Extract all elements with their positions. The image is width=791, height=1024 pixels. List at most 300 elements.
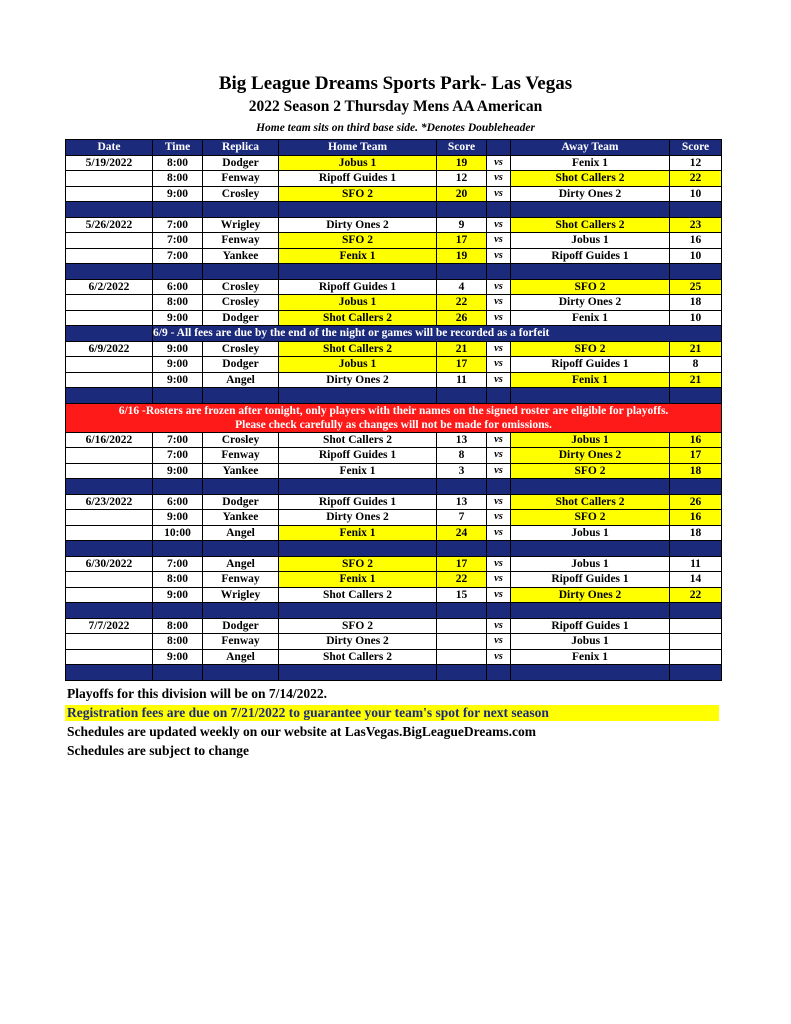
away-team: Ripoff Guides 1 — [511, 357, 670, 373]
col-header-home-score: Score — [437, 140, 487, 156]
vs-label: vs — [487, 556, 511, 572]
separator-cell — [511, 388, 670, 404]
website-note: Schedules are updated weekly on our website at LasVegas.BigLeagueDreams.com — [67, 724, 537, 739]
home-score: 13 — [437, 432, 487, 448]
vs-label: vs — [487, 279, 511, 295]
away-team: Fenix 1 — [511, 155, 670, 171]
notice-spacer — [66, 326, 153, 342]
home-team: Fenix 1 — [279, 525, 437, 541]
separator-cell — [670, 665, 722, 681]
home-team: SFO 2 — [279, 618, 437, 634]
away-score: 26 — [670, 494, 722, 510]
game-row — [66, 510, 722, 526]
away-score: 10 — [670, 248, 722, 264]
game-date — [66, 634, 153, 650]
separator-cell — [437, 541, 487, 557]
game-row — [66, 556, 722, 572]
away-score: 18 — [670, 525, 722, 541]
home-team: Shot Callers 2 — [279, 432, 437, 448]
home-score: 17 — [437, 233, 487, 249]
field-replica: Dodger — [203, 494, 279, 510]
game-time: 10:00 — [153, 525, 203, 541]
separator-cell — [511, 541, 670, 557]
home-score: 11 — [437, 372, 487, 388]
game-row — [66, 295, 722, 311]
separator-cell — [511, 264, 670, 280]
separator-cell — [437, 264, 487, 280]
home-score: 17 — [437, 357, 487, 373]
field-replica: Angel — [203, 556, 279, 572]
away-score — [670, 618, 722, 634]
separator-cell — [66, 603, 153, 619]
away-score — [670, 634, 722, 650]
home-score: 20 — [437, 186, 487, 202]
separator-cell — [279, 479, 437, 495]
separator-cell — [670, 603, 722, 619]
game-row — [66, 494, 722, 510]
home-score — [437, 618, 487, 634]
field-replica: Yankee — [203, 248, 279, 264]
field-replica: Angel — [203, 372, 279, 388]
away-team: Ripoff Guides 1 — [511, 572, 670, 588]
away-team: Dirty Ones 2 — [511, 587, 670, 603]
home-team: Jobus 1 — [279, 357, 437, 373]
separator-row — [66, 603, 722, 619]
page-title: Big League Dreams Sports Park- Las Vegas — [218, 73, 573, 94]
home-score: 13 — [437, 494, 487, 510]
away-team: Jobus 1 — [511, 525, 670, 541]
col-header-date: Date — [66, 140, 153, 156]
separator-cell — [153, 603, 203, 619]
away-team: Jobus 1 — [511, 233, 670, 249]
away-team: Fenix 1 — [511, 649, 670, 665]
game-row — [66, 171, 722, 187]
field-replica: Yankee — [203, 510, 279, 526]
away-team: SFO 2 — [511, 510, 670, 526]
away-score: 25 — [670, 279, 722, 295]
vs-label: vs — [487, 494, 511, 510]
game-date — [66, 295, 153, 311]
away-score: 21 — [670, 372, 722, 388]
away-score: 8 — [670, 357, 722, 373]
separator-cell — [66, 388, 153, 404]
roster-alert-row — [66, 403, 722, 432]
separator-cell — [153, 264, 203, 280]
vs-label: vs — [487, 618, 511, 634]
home-score: 21 — [437, 341, 487, 357]
separator-cell — [279, 388, 437, 404]
away-team: Shot Callers 2 — [511, 494, 670, 510]
home-team: SFO 2 — [279, 556, 437, 572]
schedule-table — [65, 139, 722, 681]
home-team: Ripoff Guides 1 — [279, 494, 437, 510]
home-team: SFO 2 — [279, 186, 437, 202]
field-replica: Crosley — [203, 432, 279, 448]
away-score: 11 — [670, 556, 722, 572]
vs-label: vs — [487, 310, 511, 326]
separator-cell — [153, 479, 203, 495]
game-date — [66, 357, 153, 373]
field-replica: Angel — [203, 649, 279, 665]
game-date — [66, 463, 153, 479]
game-date — [66, 233, 153, 249]
game-date: 6/16/2022 — [66, 432, 153, 448]
game-time: 7:00 — [153, 217, 203, 233]
field-replica: Fenway — [203, 171, 279, 187]
separator-cell — [153, 202, 203, 218]
game-time: 9:00 — [153, 357, 203, 373]
away-score: 22 — [670, 171, 722, 187]
home-team: Fenix 1 — [279, 463, 437, 479]
field-replica: Dodger — [203, 310, 279, 326]
col-header-replica: Replica — [203, 140, 279, 156]
away-score: 18 — [670, 463, 722, 479]
game-time: 9:00 — [153, 372, 203, 388]
separator-row — [66, 264, 722, 280]
home-team: Shot Callers 2 — [279, 310, 437, 326]
away-score: 10 — [670, 310, 722, 326]
separator-cell — [511, 603, 670, 619]
away-team: Fenix 1 — [511, 310, 670, 326]
separator-cell — [487, 665, 511, 681]
separator-cell — [437, 665, 487, 681]
separator-cell — [153, 541, 203, 557]
away-team: SFO 2 — [511, 279, 670, 295]
game-date: 5/26/2022 — [66, 217, 153, 233]
separator-cell — [487, 388, 511, 404]
vs-label: vs — [487, 217, 511, 233]
game-date: 6/30/2022 — [66, 556, 153, 572]
separator-cell — [487, 541, 511, 557]
fees-notice: 6/9 - All fees are due by the end of the night or games will be recorded as a forfeit — [153, 326, 722, 342]
game-time: 9:00 — [153, 186, 203, 202]
separator-cell — [66, 541, 153, 557]
away-score: 16 — [670, 432, 722, 448]
away-team: Jobus 1 — [511, 556, 670, 572]
away-team: Fenix 1 — [511, 372, 670, 388]
away-score: 22 — [670, 587, 722, 603]
game-time: 8:00 — [153, 572, 203, 588]
separator-cell — [437, 603, 487, 619]
game-date — [66, 171, 153, 187]
game-row — [66, 217, 722, 233]
away-score: 23 — [670, 217, 722, 233]
vs-label: vs — [487, 155, 511, 171]
away-team: Ripoff Guides 1 — [511, 618, 670, 634]
field-replica: Yankee — [203, 463, 279, 479]
table-header-row — [66, 140, 722, 156]
home-score: 22 — [437, 295, 487, 311]
separator-cell — [279, 541, 437, 557]
vs-label: vs — [487, 525, 511, 541]
game-row — [66, 448, 722, 464]
separator-cell — [670, 541, 722, 557]
roster-alert-line2: Please check carefully as changes will not be made for omissions. — [235, 418, 552, 431]
away-team: Shot Callers 2 — [511, 171, 670, 187]
vs-label: vs — [487, 448, 511, 464]
game-time: 7:00 — [153, 448, 203, 464]
field-replica: Fenway — [203, 572, 279, 588]
game-time: 9:00 — [153, 310, 203, 326]
away-score: 16 — [670, 233, 722, 249]
vs-label: vs — [487, 233, 511, 249]
game-time: 8:00 — [153, 295, 203, 311]
registration-note: Registration fees are due on 7/21/2022 to guarantee your team's spot for next season — [65, 705, 719, 721]
home-team: SFO 2 — [279, 233, 437, 249]
game-time: 8:00 — [153, 155, 203, 171]
away-score: 18 — [670, 295, 722, 311]
game-time: 9:00 — [153, 649, 203, 665]
game-row — [66, 155, 722, 171]
separator-cell — [279, 202, 437, 218]
roster-alert-line1: 6/16 -Rosters are frozen after tonight, only players with their names on the signed roster are eligible for playoffs. — [118, 404, 669, 417]
away-score: 16 — [670, 510, 722, 526]
separator-cell — [511, 665, 670, 681]
field-replica: Crosley — [203, 279, 279, 295]
home-score — [437, 649, 487, 665]
field-replica: Dodger — [203, 357, 279, 373]
game-row — [66, 357, 722, 373]
field-replica: Fenway — [203, 634, 279, 650]
home-team: Fenix 1 — [279, 572, 437, 588]
home-score: 4 — [437, 279, 487, 295]
game-row — [66, 279, 722, 295]
separator-cell — [670, 202, 722, 218]
game-row — [66, 310, 722, 326]
separator-cell — [511, 202, 670, 218]
away-score: 14 — [670, 572, 722, 588]
field-replica: Crosley — [203, 186, 279, 202]
separator-cell — [487, 479, 511, 495]
home-score: 8 — [437, 448, 487, 464]
col-header-time: Time — [153, 140, 203, 156]
home-score: 12 — [437, 171, 487, 187]
home-team: Shot Callers 2 — [279, 341, 437, 357]
separator-cell — [670, 479, 722, 495]
away-score: 10 — [670, 186, 722, 202]
roster-alert — [66, 403, 722, 432]
home-score: 19 — [437, 155, 487, 171]
field-replica: Dodger — [203, 618, 279, 634]
separator-cell — [153, 388, 203, 404]
separator-cell — [511, 479, 670, 495]
game-date — [66, 186, 153, 202]
separator-cell — [279, 603, 437, 619]
field-replica: Crosley — [203, 341, 279, 357]
game-time: 6:00 — [153, 494, 203, 510]
field-replica: Crosley — [203, 295, 279, 311]
game-time: 8:00 — [153, 618, 203, 634]
home-score: 19 — [437, 248, 487, 264]
game-row — [66, 618, 722, 634]
home-team: Dirty Ones 2 — [279, 634, 437, 650]
vs-label: vs — [487, 463, 511, 479]
separator-cell — [203, 665, 279, 681]
separator-cell — [66, 479, 153, 495]
game-time: 8:00 — [153, 171, 203, 187]
schedule-note: Home team sits on third base side. *Denotes Doubleheader — [256, 122, 535, 134]
home-team: Fenix 1 — [279, 248, 437, 264]
col-header-away-team: Away Team — [511, 140, 670, 156]
home-score: 17 — [437, 556, 487, 572]
vs-label: vs — [487, 572, 511, 588]
game-date: 6/23/2022 — [66, 494, 153, 510]
home-team: Ripoff Guides 1 — [279, 171, 437, 187]
separator-cell — [203, 541, 279, 557]
separator-cell — [487, 264, 511, 280]
separator-cell — [203, 388, 279, 404]
game-row — [66, 341, 722, 357]
separator-cell — [66, 665, 153, 681]
game-date: 5/19/2022 — [66, 155, 153, 171]
vs-label: vs — [487, 432, 511, 448]
game-row — [66, 233, 722, 249]
home-score: 15 — [437, 587, 487, 603]
away-team: Dirty Ones 2 — [511, 186, 670, 202]
game-row — [66, 372, 722, 388]
game-date — [66, 525, 153, 541]
game-date — [66, 448, 153, 464]
vs-label: vs — [487, 372, 511, 388]
home-team: Jobus 1 — [279, 295, 437, 311]
playoffs-note: Playoffs for this division will be on 7/14/2022. — [67, 686, 328, 701]
away-team: Ripoff Guides 1 — [511, 248, 670, 264]
home-team: Dirty Ones 2 — [279, 372, 437, 388]
change-note: Schedules are subject to change — [67, 743, 249, 758]
vs-label: vs — [487, 649, 511, 665]
separator-row — [66, 388, 722, 404]
game-time: 9:00 — [153, 510, 203, 526]
game-time: 9:00 — [153, 341, 203, 357]
game-date — [66, 572, 153, 588]
vs-label: vs — [487, 634, 511, 650]
game-row — [66, 525, 722, 541]
separator-cell — [437, 202, 487, 218]
game-time: 7:00 — [153, 432, 203, 448]
game-row — [66, 649, 722, 665]
home-team: Shot Callers 2 — [279, 587, 437, 603]
game-date: 6/2/2022 — [66, 279, 153, 295]
game-date: 6/9/2022 — [66, 341, 153, 357]
home-score: 26 — [437, 310, 487, 326]
away-score: 21 — [670, 341, 722, 357]
col-header-vs — [487, 140, 511, 156]
vs-label: vs — [487, 587, 511, 603]
vs-label: vs — [487, 295, 511, 311]
vs-label: vs — [487, 248, 511, 264]
separator-cell — [670, 264, 722, 280]
home-score: 7 — [437, 510, 487, 526]
col-header-home-team: Home Team — [279, 140, 437, 156]
vs-label: vs — [487, 510, 511, 526]
field-replica: Fenway — [203, 448, 279, 464]
separator-cell — [66, 202, 153, 218]
away-team: Shot Callers 2 — [511, 217, 670, 233]
game-date: 7/7/2022 — [66, 618, 153, 634]
separator-cell — [487, 202, 511, 218]
game-time: 6:00 — [153, 279, 203, 295]
field-replica: Dodger — [203, 155, 279, 171]
vs-label: vs — [487, 171, 511, 187]
away-team: SFO 2 — [511, 463, 670, 479]
game-row — [66, 463, 722, 479]
away-team: SFO 2 — [511, 341, 670, 357]
game-date — [66, 248, 153, 264]
game-date — [66, 649, 153, 665]
separator-row — [66, 541, 722, 557]
away-score — [670, 649, 722, 665]
separator-cell — [153, 665, 203, 681]
away-score: 12 — [670, 155, 722, 171]
game-time: 7:00 — [153, 233, 203, 249]
away-score: 17 — [670, 448, 722, 464]
home-team: Ripoff Guides 1 — [279, 279, 437, 295]
separator-cell — [279, 264, 437, 280]
separator-cell — [279, 665, 437, 681]
game-row — [66, 587, 722, 603]
field-replica: Fenway — [203, 233, 279, 249]
separator-cell — [437, 479, 487, 495]
game-row — [66, 572, 722, 588]
away-team: Dirty Ones 2 — [511, 448, 670, 464]
col-header-away-score: Score — [670, 140, 722, 156]
game-time: 9:00 — [153, 587, 203, 603]
vs-label: vs — [487, 186, 511, 202]
home-team: Jobus 1 — [279, 155, 437, 171]
notice-row — [66, 326, 722, 342]
game-row — [66, 186, 722, 202]
separator-cell — [203, 202, 279, 218]
separator-row — [66, 202, 722, 218]
game-time: 8:00 — [153, 634, 203, 650]
game-row — [66, 432, 722, 448]
separator-cell — [203, 479, 279, 495]
game-row — [66, 634, 722, 650]
field-replica: Angel — [203, 525, 279, 541]
home-score: 9 — [437, 217, 487, 233]
game-date — [66, 510, 153, 526]
game-date — [66, 587, 153, 603]
away-team: Jobus 1 — [511, 432, 670, 448]
game-date — [66, 372, 153, 388]
separator-cell — [66, 264, 153, 280]
separator-row — [66, 479, 722, 495]
home-score: 22 — [437, 572, 487, 588]
game-time: 9:00 — [153, 463, 203, 479]
separator-row — [66, 665, 722, 681]
away-team: Jobus 1 — [511, 634, 670, 650]
game-time: 7:00 — [153, 556, 203, 572]
vs-label: vs — [487, 341, 511, 357]
game-row — [66, 248, 722, 264]
separator-cell — [670, 388, 722, 404]
field-replica: Wrigley — [203, 217, 279, 233]
game-date — [66, 310, 153, 326]
home-score — [437, 634, 487, 650]
away-team: Dirty Ones 2 — [511, 295, 670, 311]
separator-cell — [203, 603, 279, 619]
separator-cell — [437, 388, 487, 404]
home-team: Shot Callers 2 — [279, 649, 437, 665]
game-time: 7:00 — [153, 248, 203, 264]
field-replica: Wrigley — [203, 587, 279, 603]
separator-cell — [487, 603, 511, 619]
home-team: Ripoff Guides 1 — [279, 448, 437, 464]
page-subtitle: 2022 Season 2 Thursday Mens AA American — [248, 98, 543, 115]
vs-label: vs — [487, 357, 511, 373]
home-team: Dirty Ones 2 — [279, 510, 437, 526]
separator-cell — [203, 264, 279, 280]
